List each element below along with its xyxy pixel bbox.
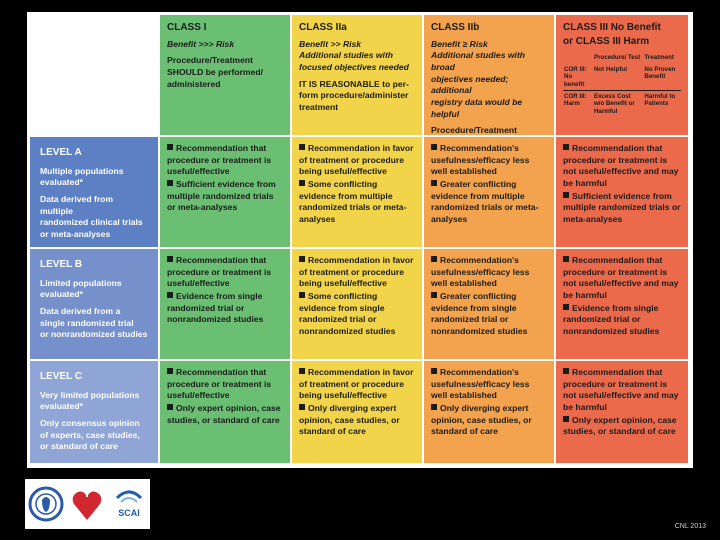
level-line: evaluated* [40, 401, 83, 412]
class-i-header [160, 15, 292, 137]
cell-text: Only diverging expert opinion, case studies, or standard of care [431, 403, 532, 437]
level-title: LEVEL A [40, 147, 82, 158]
class-line: form procedure/administer [299, 90, 409, 101]
class-line: treatment [299, 102, 339, 113]
bullet-icon [167, 292, 173, 298]
cell-c-iia [292, 361, 424, 465]
cor-iii-table [563, 52, 681, 117]
cor-table-cell: Treatment [644, 54, 674, 62]
footer-label: CNL 2013 [674, 523, 706, 530]
cell-text: Only expert opinion, case studies, or standard of care [563, 414, 677, 437]
cor-table-cell [563, 52, 593, 63]
scai-wordmark: SCAI [118, 508, 140, 518]
class-line: Procedure/Treatment [431, 125, 517, 136]
cell-b-iia [292, 249, 424, 361]
cell-text: Greater conflicting evidence from single randomized trial or nonrandomized studies [431, 291, 528, 337]
cell-text: Recommendation that procedure or treatment is useful/effective [167, 367, 272, 401]
bullet-icon [563, 144, 569, 150]
bullet-icon [167, 404, 173, 410]
level-line: Data derived from a [40, 305, 121, 316]
bullet-icon [431, 180, 437, 186]
cell-text: Greater conflicting evidence from multiple randomized trials or meta-analyses [431, 179, 539, 225]
cell-c-iib [424, 361, 556, 465]
level-line: randomized clinical trials [40, 217, 143, 228]
level-line: or meta-analyses [40, 229, 111, 240]
bullet-icon [431, 144, 437, 150]
cell-text: Sufficient evidence from multiple randomized trials or meta-analyses [563, 190, 681, 225]
class-note: Additional studies with broad [431, 50, 526, 72]
level-line: Very limited populations [40, 389, 140, 400]
bullet-icon [167, 144, 173, 150]
recommendation-grid [30, 15, 690, 465]
cell-c-i [160, 361, 292, 465]
cell-a-iia [292, 137, 424, 249]
grid-corner [30, 15, 160, 137]
acc-seal-logo-icon [28, 484, 64, 524]
cor-table-cell: COR III: No benefit [563, 64, 593, 91]
aha-heart-torch-logo-icon [70, 484, 104, 524]
class-iia-header [292, 15, 424, 137]
cell-b-iii [556, 249, 690, 361]
class-note: focused objectives needed [299, 61, 409, 72]
cell-text: Only diverging expert opinion, case studies, or standard of care [299, 403, 400, 437]
level-line: evaluated* [40, 289, 83, 300]
cell-text: Recommendation that procedure or treatment is not useful/effective and may be harmful [563, 367, 679, 413]
cell-a-iib [424, 137, 556, 249]
cell-text: Recommendation's usefulness/efficacy less well established [431, 255, 530, 289]
class-title: CLASS IIb [431, 22, 480, 33]
level-line: Limited populations [40, 277, 122, 288]
class-title-2: or CLASS III Harm [563, 35, 650, 47]
cor-table-cell: Excess Cost w/o Benefit or Harmful [593, 92, 635, 115]
cell-text: Evidence from single randomized trial or nonrandomized studies [167, 291, 264, 325]
class-note: registry data would be helpful [431, 97, 523, 119]
class-subtitle: Benefit ≥ Risk [431, 38, 488, 49]
cor-table-cell: COR III: Harm [564, 92, 587, 108]
bullet-icon [563, 416, 569, 422]
class-title: CLASS IIa [299, 22, 347, 33]
bullet-icon [431, 368, 437, 374]
cell-b-iib [424, 249, 556, 361]
class-line: Procedure/Treatment [167, 55, 253, 66]
cell-text: Some conflicting evidence from multiple randomized trials or meta-analyses [299, 179, 407, 225]
class-line: IT IS REASONABLE to per- [299, 78, 409, 89]
level-a-header [30, 137, 160, 249]
level-line: single randomized trial [40, 317, 134, 328]
level-line: of experts, case studies, [40, 429, 140, 440]
cell-text: Evidence from single randomized trial or nonrandomized studies [563, 302, 660, 337]
bullet-icon [431, 256, 437, 262]
level-line: or standard of care [40, 441, 118, 452]
bullet-icon [299, 404, 305, 410]
bullet-icon [299, 180, 305, 186]
class-line: SHOULD be performed/ [167, 66, 263, 77]
level-title: LEVEL C [40, 371, 83, 382]
cell-text: Recommendation in favor of treatment or procedure being useful/effective [299, 367, 414, 401]
cell-text: Some conflicting evidence from single randomized trial or nonrandomized studies [299, 291, 396, 337]
class-title: CLASS I [167, 22, 207, 33]
cell-text: Recommendation in favor of treatment or procedure being useful/effective [299, 255, 414, 289]
class-subtitle: Benefit >> Risk [299, 38, 362, 49]
cell-text: Recommendation that procedure or treatment is not useful/effective and may be harmful [563, 143, 679, 189]
level-c-header [30, 361, 160, 465]
cor-table-cell: No Proven Benefit [643, 64, 681, 91]
bullet-icon [431, 404, 437, 410]
bullet-icon [563, 368, 569, 374]
level-line: evaluated* [40, 177, 83, 188]
cell-text: Recommendation's usefulness/efficacy less well established [431, 367, 530, 401]
bullet-icon [299, 368, 305, 374]
bullet-icon [167, 180, 173, 186]
class-note: objectives needed; additional [431, 73, 509, 96]
bullet-icon [563, 192, 569, 198]
cor-table-cell: Harmful to Patients [644, 92, 676, 108]
cor-table-cell: Procedure/ Test [593, 54, 641, 62]
class-line: administered [167, 78, 221, 89]
bullet-icon [167, 368, 173, 374]
level-b-header [30, 249, 160, 361]
cell-text: Recommendation in favor of treatment or procedure being useful/effective [299, 143, 414, 177]
cell-text: Only expert opinion, case studies, or standard of care [167, 403, 281, 425]
cell-a-iii [556, 137, 690, 249]
class-iii-header [556, 15, 690, 137]
cor-table-cell: Not Helpful [593, 64, 643, 91]
cell-b-i [160, 249, 292, 361]
level-line: Data derived from multiple [40, 193, 114, 216]
level-line: Multiple populations [40, 165, 124, 176]
bullet-icon [167, 256, 173, 262]
cell-text: Recommendation that procedure or treatment is useful/effective [167, 143, 272, 177]
bullet-icon [299, 292, 305, 298]
level-line: or nonrandomized studies [40, 329, 148, 340]
bullet-icon [563, 256, 569, 262]
bullet-icon [299, 144, 305, 150]
bullet-icon [299, 256, 305, 262]
level-line: Only consensus opinion [40, 417, 140, 428]
cell-text: Sufficient evidence from multiple randomized trials or meta-analyses [167, 179, 276, 213]
class-iib-header [424, 15, 556, 137]
cell-text: Recommendation that procedure or treatment is useful/effective [167, 255, 272, 289]
scai-logo-icon [111, 484, 147, 524]
cell-a-i [160, 137, 292, 249]
cell-c-iii [556, 361, 690, 465]
class-title: CLASS III No Benefit [563, 22, 661, 33]
slide-card [27, 12, 693, 468]
logo-strip [25, 479, 150, 529]
bullet-icon [563, 304, 569, 310]
level-title: LEVEL B [40, 259, 83, 270]
class-subtitle: Benefit >>> Risk [167, 38, 235, 49]
cell-text: Recommendation that procedure or treatment is not useful/effective and may be harmful [563, 255, 679, 301]
class-note: Additional studies with [299, 50, 394, 61]
bullet-icon [431, 292, 437, 298]
cell-text: Recommendation's usefulness/efficacy less well established [431, 143, 530, 177]
